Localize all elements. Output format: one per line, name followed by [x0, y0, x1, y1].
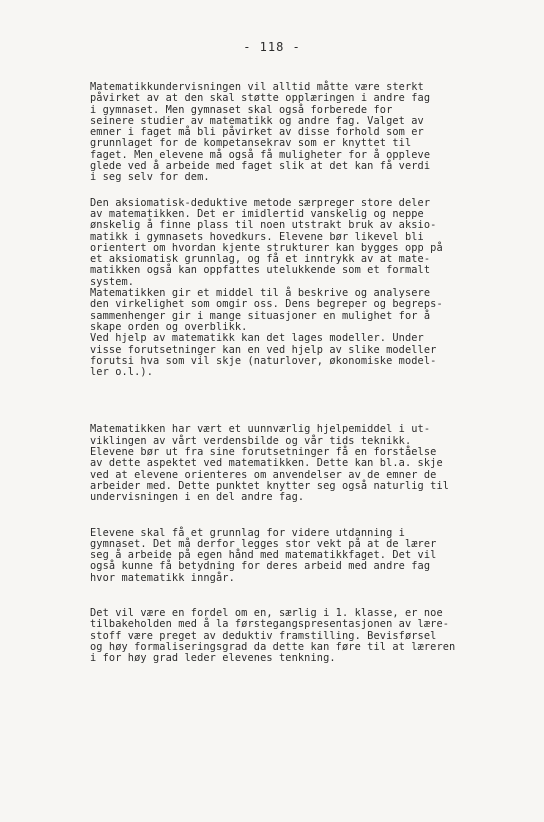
text-line: orientert om hvordan kjente strukturer kan bygges opp på [90, 241, 443, 254]
text-line: glede ved å arbeide med faget slik at det kan få verdi [90, 160, 431, 173]
page-number: - 118 - [243, 40, 301, 54]
text-line: skape orden og overblikk. [90, 320, 248, 333]
text-line: visse forutsetninger kan en ved hjelp av slike modeller [90, 343, 437, 356]
text-line: system. [90, 275, 135, 288]
text-line: i seg selv for dem. [90, 171, 210, 184]
text-line: den virkelighet som omgir oss. Dens begreper og begreps- [90, 298, 443, 311]
text-line: undervisningen i en del andre fag. [90, 491, 305, 504]
text-line: Matematikken gir et middel til å beskrive og analysere [90, 287, 431, 300]
text-line: hvor matematikk inngår. [90, 571, 235, 584]
paragraph-5 [90, 424, 520, 503]
text-line: sammenhenger gir i mange situasjoner en mulighet for å [90, 309, 431, 322]
text-line: emner i faget må bli påvirket av disse forhold som er [90, 126, 424, 139]
text-line: i gymnaset. Men gymnaset skal også forberede for [90, 103, 393, 116]
text-line: et aksiomatisk grunnlag, og få et inntrykk av at mate- [90, 253, 431, 266]
text-line: ved at elevene orienteres om anvendelser av de emner de [90, 468, 437, 481]
text-line: også kunne få betydning for deres arbeid med andre fag [90, 560, 431, 573]
text-line: viklingen av vårt verdensbilde og vår tids teknikk. [90, 434, 412, 447]
text-line: matikk i gymnasets hovedkurs. Elevene bør likevel bli [90, 230, 424, 243]
paragraph-6 [90, 528, 520, 584]
text-line: og høy formaliseringsgrad da dette kan føre til at læreren [90, 640, 456, 653]
text-line: Det vil være en fordel om en, særlig i 1. klasse, er noe [90, 606, 443, 619]
paragraph-1 [90, 82, 520, 184]
text-line: Ved hjelp av matematikk kan det lages modeller. Under [90, 332, 424, 345]
text-line: Matematikken har vært et uunnværlig hjelpemiddel i ut- [90, 423, 431, 436]
text-line: ler o.l.). [90, 366, 153, 379]
text-line: påvirket av at den skal støtte opplæringen i andre fag [90, 92, 431, 105]
text-line: ønskelig å finne plass til noen utstrakt bruk av aksio- [90, 219, 437, 232]
text-line: arbeider med. Dette punktet knytter seg også naturlig til [90, 479, 450, 492]
text-line: stoff være preget av deduktiv framstilling. Bevisførsel [90, 629, 437, 642]
paragraph-2 [90, 198, 520, 288]
text-line: i for høy grad leder elevenes tenkning. [90, 652, 336, 665]
text-line: av dette aspektet ved matematikken. Dette kan bl.a. skje [90, 457, 443, 470]
paragraph-4 [90, 333, 520, 378]
text-line: grunnlaget for de kompetansekrav som er knyttet til [90, 137, 412, 150]
text-line: seinere studier av matematikk og andre fag. Valget av [90, 114, 424, 127]
paragraph-7 [90, 608, 520, 664]
text-line: matikken også kan oppfattes utelukkende som et formalt [90, 264, 431, 277]
text-line: Elevene skal få et grunnlag for videre utdanning i [90, 526, 405, 539]
paragraph-3 [90, 288, 520, 333]
text-line: tilbakeholden med å la førstegangspresentasjonen av lære- [90, 618, 450, 631]
text-line: Matematikkundervisningen vil alltid måtte være sterkt [90, 81, 424, 93]
text-line: seg å arbeide på egen hånd med matematikkfaget. Det vil [90, 549, 437, 562]
text-line: Den aksiomatisk-deduktive metode særpreger store deler [90, 196, 431, 209]
text-line: av matematikken. Det er imidlertid vanskelig og neppe [90, 207, 424, 220]
text-line: Elevene bør ut fra sine forutsetninger få en forståelse [90, 446, 437, 459]
text-line: faget. Men elevene må også få muligheter for å oppleve [90, 148, 431, 161]
text-line: gymnaset. Det må derfor legges stor vekt på at de lærer [90, 537, 437, 550]
text-line: forutsi hva som vil skje (naturlover, økonomiske model- [90, 354, 437, 367]
document-body [90, 82, 520, 664]
